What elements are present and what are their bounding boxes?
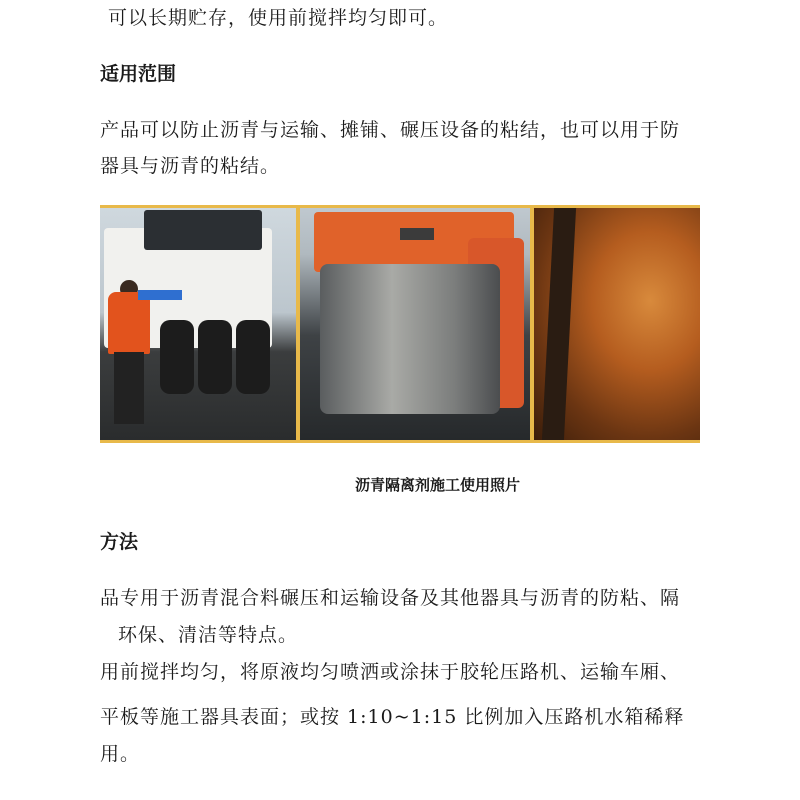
method-line-3: 用前搅拌均匀，将原液均匀喷洒或涂抹于胶轮压路机、运输车厢、 [100,661,681,683]
tyre-roller-worker-photo [100,205,296,443]
method-heading: 方法 [100,531,139,553]
scope-line-1: 产品可以防止沥青与运输、摊铺、碾压设备的粘结，也可以用于防 [100,119,681,141]
intro-line: 可以长期贮存，使用前搅拌均匀即可。 [108,7,449,29]
method-line-1: 品专用于沥青混合料碾压和运输设备及其他器具与沥青的防粘、隔 [100,587,681,609]
method-line-2: 环保、清洁等特点。 [118,624,299,646]
photo-strip [100,205,700,443]
method-line-5: 用。 [100,743,141,765]
method-line-4: 平板等施工器具表面；或按 1:10~1:15 比例加入压路机水箱稀释 [100,706,685,728]
steel-drum-roller-photo [300,205,530,443]
coated-surface-closeup-photo [534,205,700,443]
scope-heading: 适用范围 [100,63,177,85]
scope-line-2: 器具与沥青的粘结。 [100,155,281,177]
photo-caption: 沥青隔离剂施工使用照片 [355,476,521,494]
